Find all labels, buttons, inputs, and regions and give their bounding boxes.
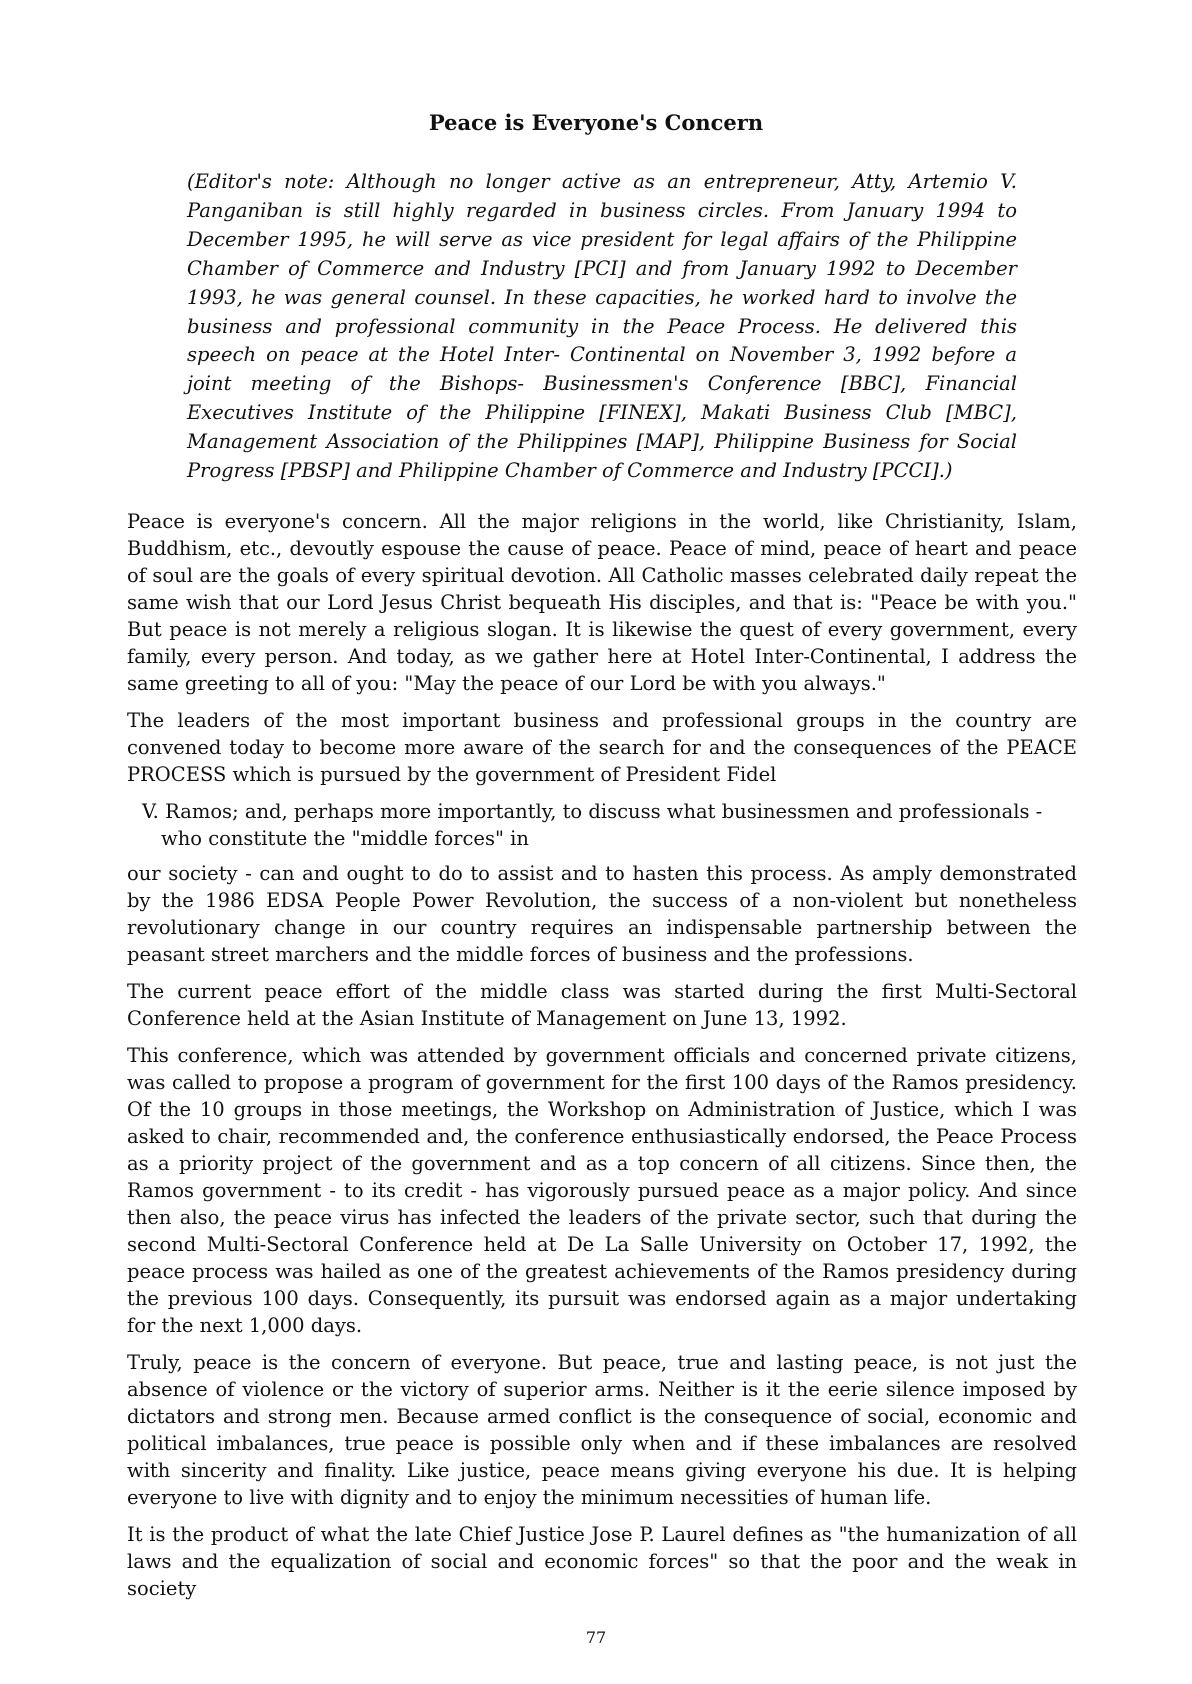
document-body bbox=[127, 508, 1077, 1612]
paragraph: The current peace effort of the middle class was started during the first Multi-Sectoral Conference held at the Asian Institute of Management on June 13, 1992. bbox=[127, 980, 1077, 1030]
paragraph: Peace is everyone's concern. All the major religions in the world, like Christianity, Islam, Buddhism, etc., devoutly espouse the cause of peace. Peace of mind, peace of heart and peace of soul are the goals of every spiritual devotion. All Catholic masses celebrated daily repeat the same wish that our Lord Jesus Christ bequeath His disciples, and that is: "Peace be with you." But peace is not merely a religious slogan. It is likewise the quest of every government, every family, every person. And today, as we gather here at Hotel Inter-Continental, I address the same greeting to all of you: "May the peace of our Lord be with you always." bbox=[127, 510, 1077, 695]
paragraph: our society - can and ought to do to assist and to hasten this process. As amply demonstrated by the 1986 EDSA People Power Revolution, the success of a non-violent but nonetheless revolutionary change in our country requires an indispensable partnership between the peasant street marchers and the middle forces of business and the professions. bbox=[127, 862, 1077, 966]
paragraph: This conference, which was attended by government officials and concerned private citizens, was called to propose a program of government for the first 100 days of the Ramos presidency. Of the 10 groups in those meetings, the Workshop on Administration of Justice, which I was asked to chair, recommended and, the conference enthusiastically endorsed, the Peace Process as a priority project of the government and as a top concern of all citizens. Since then, the Ramos government - to its credit - has vigorously pursued peace as a major policy. And since then also, the peace virus has infected the leaders of the private sector, such that during the second Multi-Sectoral Conference held at De La Salle University on October 17, 1992, the peace process was hailed as one of the greatest achievements of the Ramos presidency during the previous 100 days. Consequently, its pursuit was endorsed again as a major undertaking for the next 1,000 days. bbox=[127, 1044, 1077, 1337]
editor-note: (Editor's note: Although no longer active as an entrepreneur, Atty, Artemio V. Panganiban is still highly regarded in business circles. From January 1994 to December 1995, he will serve as vice president for legal affairs of the Philippine Chamber of Commerce and Industry [PCI] and from January 1992 to December 1993, he was general counsel. In these capacities, he worked hard to involve the business and professional community in the Peace Process. He delivered this speech on peace at the Hotel Inter- Continental on November 3, 1992 before a joint meeting of the Bishops- Businessmen's Conference [BBC], Financial Executives Institute of the Philippine [FINEX], Makati Business Club [MBC], Management Association of the Philippines [MAP], Philippine Business for Social Progress [PBSP] and Philippine Chamber of Commerce and Industry [PCCI].) bbox=[187, 170, 1017, 483]
list-item: V. Ramos; and, perhaps more importantly, to discuss what businessmen and professionals - who constitute the "middle forces" in bbox=[142, 800, 1043, 850]
paragraph: The leaders of the most important business and professional groups in the country are convened today to become more aware of the search for and the consequences of the PEACE PROCESS which is pursued by the government of President Fidel bbox=[127, 709, 1077, 786]
paragraph: Truly, peace is the concern of everyone. But peace, true and lasting peace, is not just the absence of violence or the victory of superior arms. Neither is it the eerie silence imposed by dictators and strong men. Because armed conflict is the consequence of social, economic and political imbalances, true peace is possible only when and if these imbalances are resolved with sincerity and finality. Like justice, peace means giving everyone his due. It is helping everyone to live with dignity and to enjoy the minimum necessities of human life. bbox=[127, 1351, 1077, 1509]
page-number: 77 bbox=[585, 1628, 607, 1647]
document-title: Peace is Everyone's Concern bbox=[428, 110, 764, 135]
paragraph: It is the product of what the late Chief Justice Jose P. Laurel defines as "the humanization of all laws and the equalization of social and economic forces" so that the poor and the weak in society bbox=[127, 1523, 1077, 1600]
